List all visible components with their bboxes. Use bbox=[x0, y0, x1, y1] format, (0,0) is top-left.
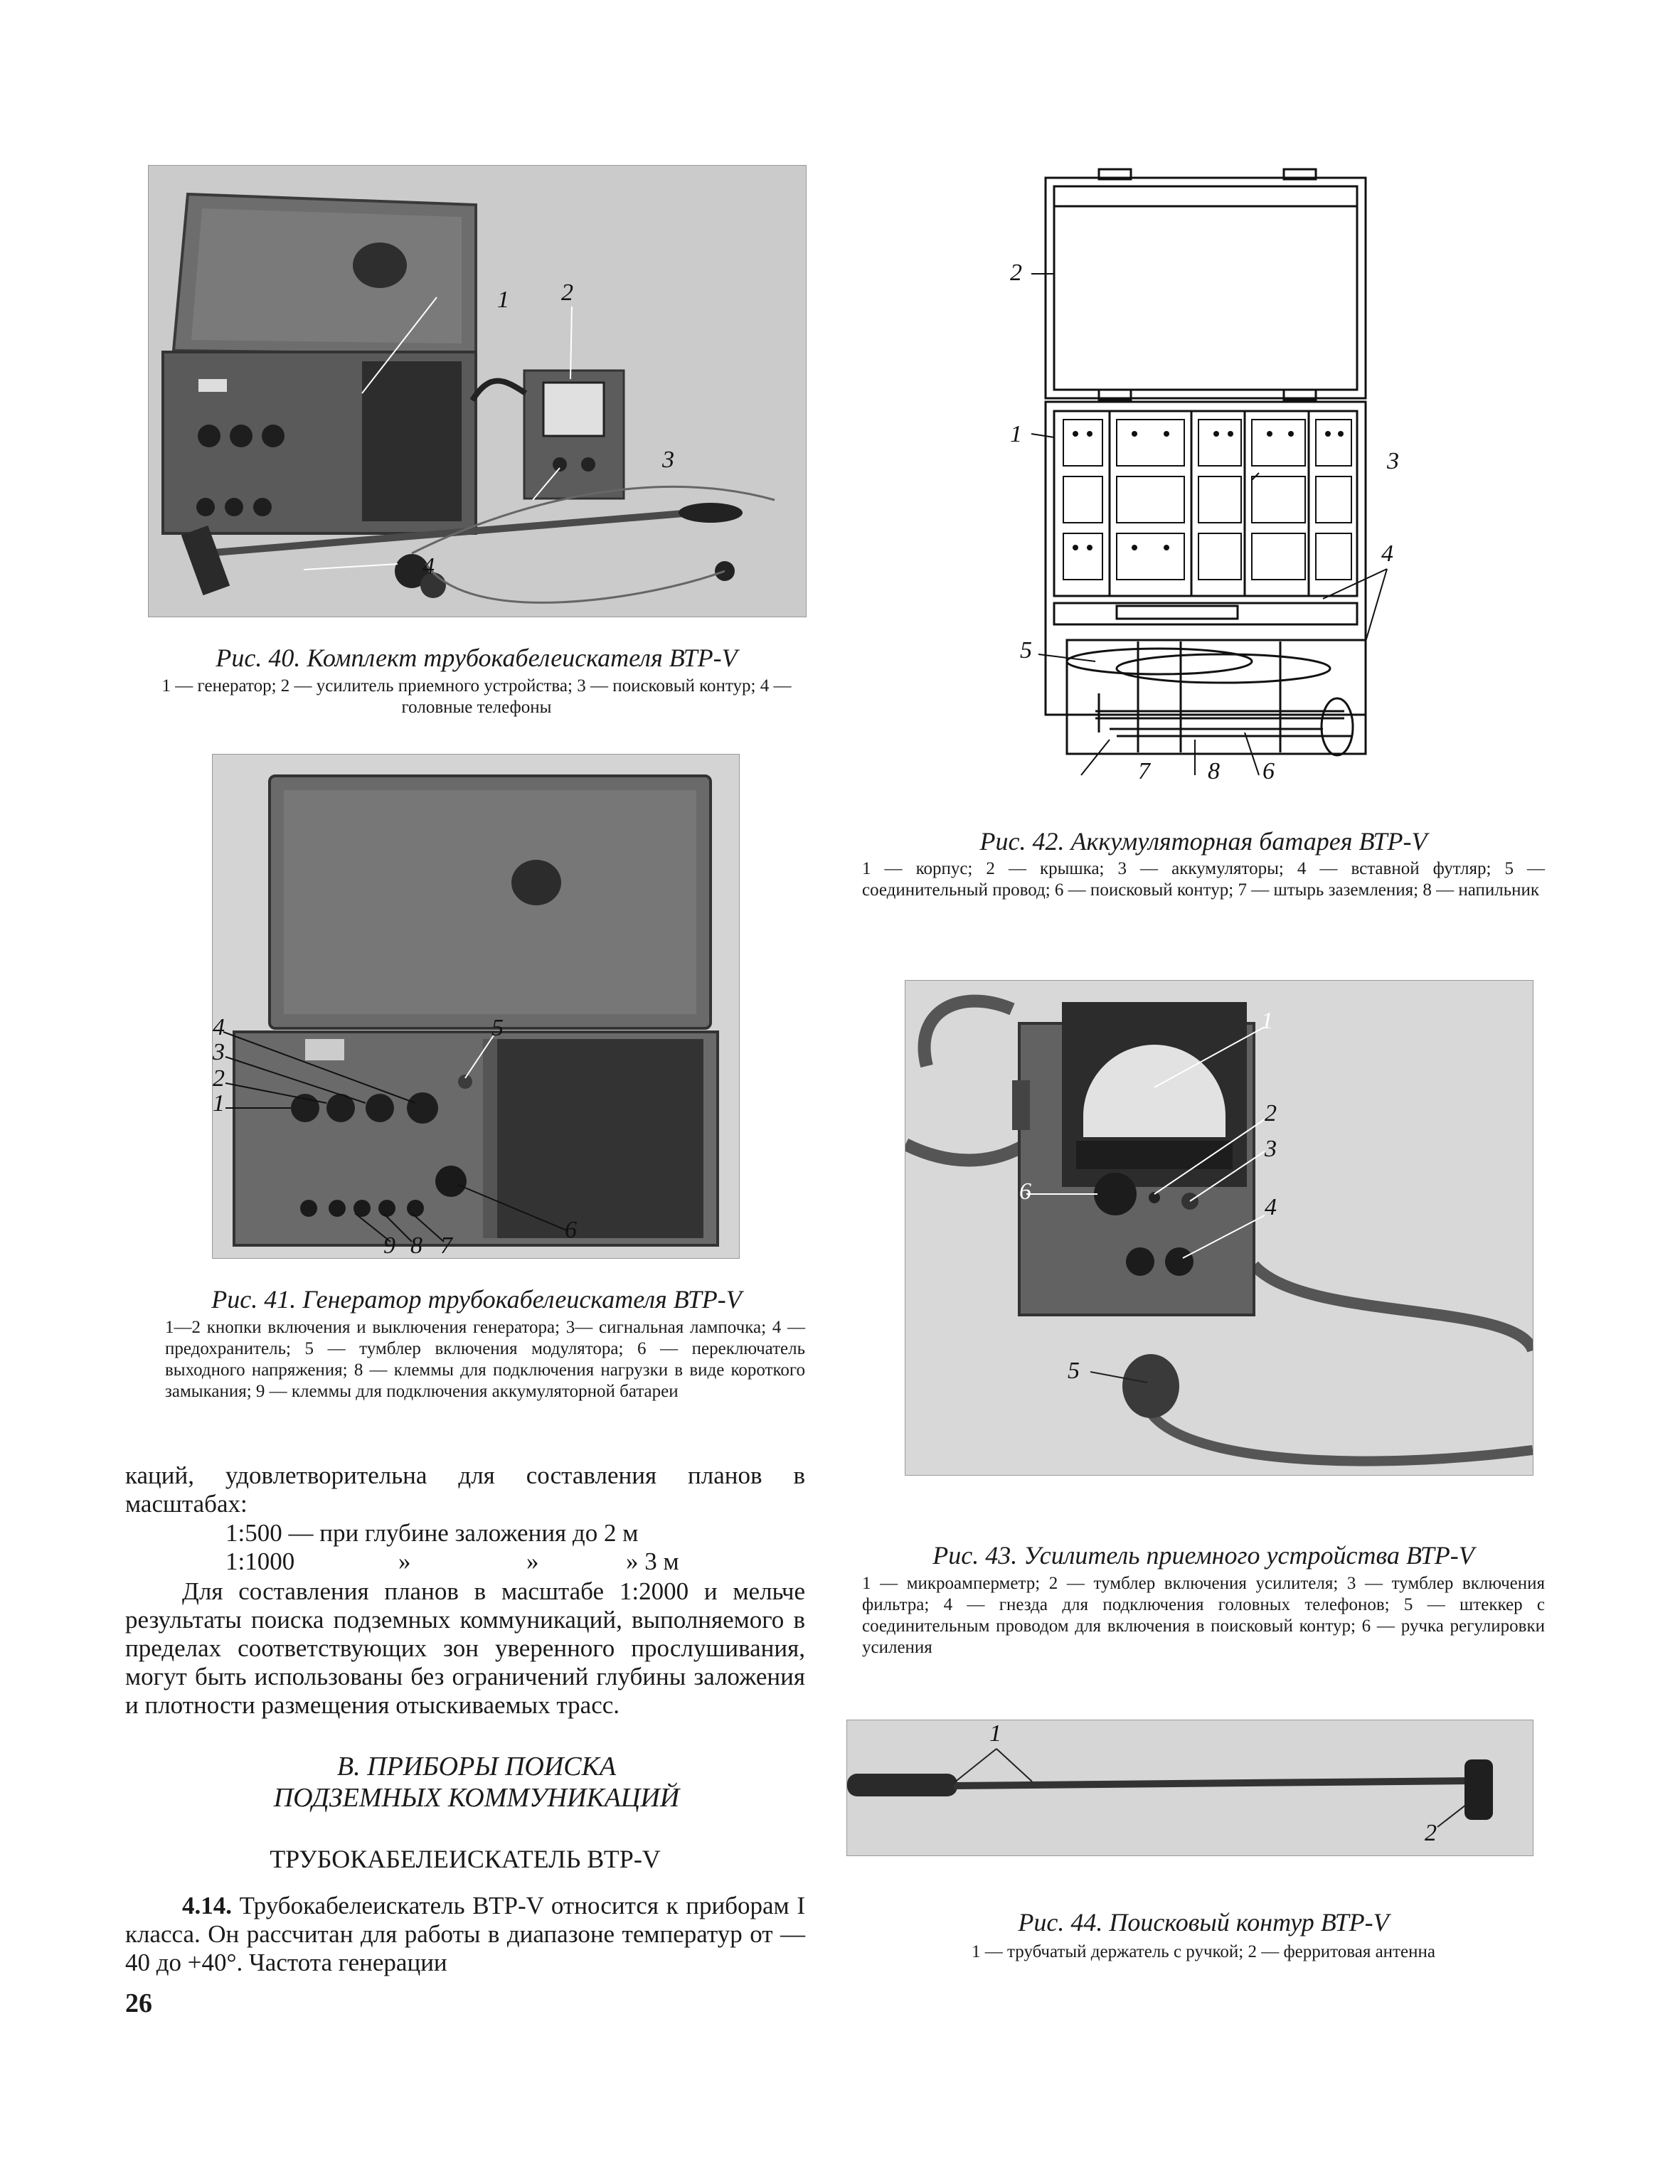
fig40-label-3: 3 bbox=[662, 447, 674, 473]
page-number: 26 bbox=[125, 1988, 152, 2018]
fig43-label-6: 6 bbox=[1019, 1178, 1031, 1205]
fig43-label-2: 2 bbox=[1265, 1100, 1277, 1126]
fig42-illustration bbox=[1010, 164, 1408, 789]
fig40-label-2: 2 bbox=[561, 279, 573, 306]
fig41-label-3: 3 bbox=[213, 1039, 225, 1065]
fig42-label-6: 6 bbox=[1262, 758, 1275, 784]
fig42-label-3: 3 bbox=[1387, 448, 1399, 474]
fig40-label-4: 4 bbox=[422, 553, 435, 580]
fig41-label-1: 1 bbox=[213, 1090, 225, 1117]
fig40-title: Рис. 40. Комплект трубокабелеискателя ВТР-V bbox=[216, 644, 738, 672]
fig40-illustration bbox=[149, 166, 806, 617]
fig43-legend: 1 — микроамперметр; 2 — тумблер включения усилителя; 3 — тумблер включения фильтра; 4 — гнезда для подключения головных телефонов; 5 — штеккер с соединительным проводом для включения в поисковый контур; 6 — ручка регулировки усиления bbox=[862, 1574, 1545, 1657]
fig41-label-8: 8 bbox=[410, 1232, 422, 1259]
fig41-photo bbox=[212, 754, 740, 1259]
fig44-title: Рис. 44. Поисковый контур ВТР-V bbox=[1018, 1908, 1389, 1937]
fig41-legend: 1—2 кнопки включения и выключения генератора; 3— сигнальная лампочка; 4 — предохранитель; 5 — тумблер включения модулятора; 6 — переключатель выходного напряжения; 8 — клеммы для подключения нагрузки в виде короткого замыкания; 9 — клеммы для подключения аккумуляторной батареи bbox=[165, 1318, 805, 1401]
fig43-label-1: 1 bbox=[1261, 1008, 1273, 1034]
paragraph-scale-2000: Для составления планов в масштабе 1:2000 и мельче результаты поиска подземных коммуникаций, выполняемого в пределах соответствующих зон уверенного прослушивания, могут быть использованы без ограничений глубины заложения и плотности размещения отыскиваемых трасс. bbox=[125, 1577, 805, 1719]
fig43-label-4: 4 bbox=[1265, 1194, 1277, 1220]
fig42-label-8: 8 bbox=[1208, 758, 1220, 784]
fig44-photo bbox=[846, 1720, 1533, 1856]
fig42-legend: 1 — корпус; 2 — крышка; 3 — аккумуляторы; 4 — вставной футляр; 5 — соединительный провод; 6 — поисковый контур; 7 — штырь заземления; 8 — напильник bbox=[862, 859, 1545, 900]
scale-line-1: 1:500 — при глубине заложения до 2 м bbox=[225, 1519, 639, 1547]
fig41-label-7: 7 bbox=[440, 1232, 452, 1259]
fig42-label-2: 2 bbox=[1010, 260, 1022, 286]
fig41-illustration bbox=[213, 755, 739, 1258]
fig42-title: Рис. 42. Аккумуляторная батарея ВТР-V bbox=[979, 827, 1428, 856]
scale-line-2-ditto-1: » bbox=[398, 1548, 411, 1575]
paragraph-scales-intro: каций, удовлетворительна для составления планов в масштабах: bbox=[125, 1461, 805, 1518]
fig44-legend: 1 — трубчатый держатель с ручкой; 2 — ферритовая антенна bbox=[972, 1942, 1435, 1961]
fig40-photo bbox=[148, 165, 807, 617]
paragraph-4-14-text: Трубокабелеискатель ВТР-V относится к приборам I класса. Он рассчитан для работы в диапазоне температур от —40 до +40°. Частота генерации bbox=[125, 1892, 805, 1976]
fig41-title: Рис. 41. Генератор трубокабелеискателя ВТР-V bbox=[211, 1285, 742, 1314]
fig42-label-4: 4 bbox=[1381, 540, 1393, 567]
fig41-label-4: 4 bbox=[213, 1014, 225, 1040]
fig43-illustration bbox=[905, 981, 1533, 1475]
paragraph-number: 4.14. bbox=[182, 1892, 232, 1919]
fig41-label-5: 5 bbox=[491, 1015, 504, 1041]
fig42-label-1: 1 bbox=[1010, 421, 1022, 447]
fig42-label-7: 7 bbox=[1138, 758, 1150, 784]
fig40-label-1: 1 bbox=[497, 287, 509, 313]
fig43-label-3: 3 bbox=[1265, 1136, 1277, 1162]
fig43-title: Рис. 43. Усилитель приемного устройства ВТР-V bbox=[932, 1541, 1474, 1570]
fig40-legend: 1 — генератор; 2 — усилитель приемного устройства; 3 — поисковый контур; 4 — головные телефоны bbox=[161, 676, 792, 717]
fig43-photo bbox=[905, 980, 1533, 1476]
scale-line-2-ditto-2: » bbox=[526, 1548, 539, 1575]
fig44-label-1: 1 bbox=[989, 1720, 1001, 1747]
fig41-label-2: 2 bbox=[213, 1065, 225, 1092]
subheading-btr-v: ТРУБОКАБЕЛЕИСКАТЕЛЬ ВТР-V bbox=[270, 1845, 661, 1873]
fig42-drawing bbox=[1010, 164, 1408, 789]
scale-line-2-ratio: 1:1000 bbox=[225, 1548, 295, 1575]
section-heading: В. ПРИБОРЫ ПОИСКА ПОДЗЕМНЫХ КОММУНИКАЦИЙ bbox=[273, 1752, 680, 1813]
fig42-label-5: 5 bbox=[1020, 637, 1032, 664]
fig41-label-6: 6 bbox=[565, 1217, 577, 1243]
fig43-label-5: 5 bbox=[1068, 1358, 1080, 1384]
fig41-label-9: 9 bbox=[383, 1232, 395, 1259]
fig44-label-2: 2 bbox=[1425, 1820, 1437, 1846]
paragraph-4-14 bbox=[125, 1892, 805, 1977]
scale-line-2-ditto-3: » 3 м bbox=[626, 1548, 679, 1575]
